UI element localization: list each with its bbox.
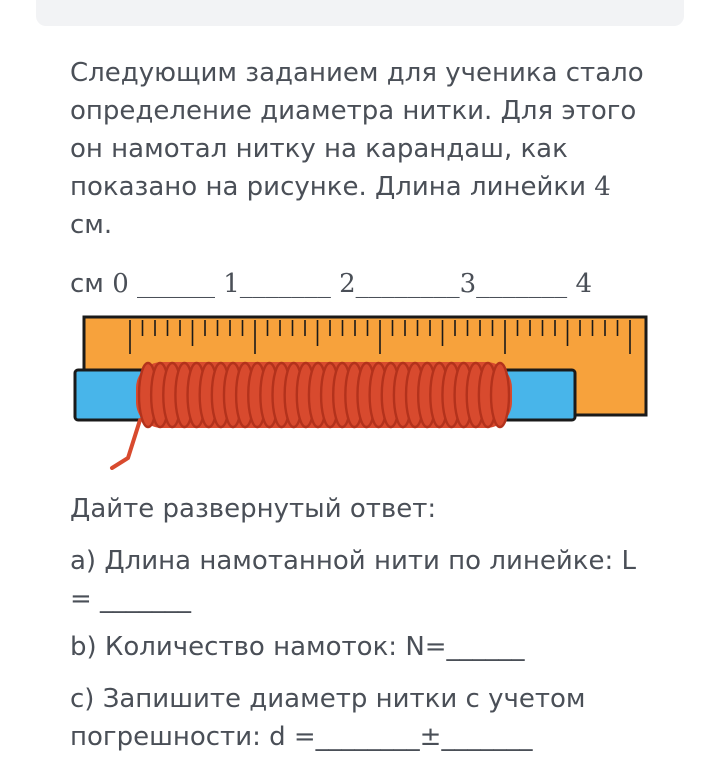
scale-unit: см: [70, 269, 104, 299]
ruler-pencil-figure: [70, 312, 650, 470]
scale-blank-3: ________: [355, 269, 460, 299]
thread-loose-end: [112, 420, 140, 468]
question-b: b) Количество намоток: N=______: [70, 632, 525, 662]
question-a-blank: = _______: [70, 584, 192, 614]
scale-blank-4: _______: [476, 269, 568, 299]
thread-coil: [139, 363, 509, 427]
scale-line: [70, 264, 660, 304]
task-intro: [70, 54, 660, 244]
task-text: [70, 54, 660, 304]
task-intro-text: Следующим заданием для ученика стало определение диаметра нитки. Для этого он намотал нитку на карандаш, как показано на рисунке. Длина линейки: [70, 58, 644, 202]
scale-mark-4: 4: [575, 269, 592, 299]
question-a: [70, 542, 660, 618]
figure-svg: [70, 312, 650, 470]
coil-turn: [491, 363, 509, 427]
previous-card: [36, 0, 684, 26]
scale-blank-1: ______: [137, 269, 215, 299]
scale-mark-0: 0: [112, 269, 129, 299]
question-c: c) Запишите диаметр нитки с учетом погрешности: d =________±_______: [70, 684, 586, 752]
questions-heading: Дайте развернутый ответ:: [70, 494, 437, 524]
scale-mark-3: 3: [459, 269, 477, 299]
scale-blank-2: _______: [239, 269, 331, 299]
ruler-length-unit: см.: [70, 210, 113, 240]
question-a-label: a) Длина намотанной нити по линейке: L: [70, 546, 636, 576]
scale-mark-1: 1: [223, 269, 240, 299]
questions: [70, 490, 660, 770]
ruler-length-value: 4: [594, 172, 611, 202]
scale-mark-2: 2: [339, 269, 356, 299]
